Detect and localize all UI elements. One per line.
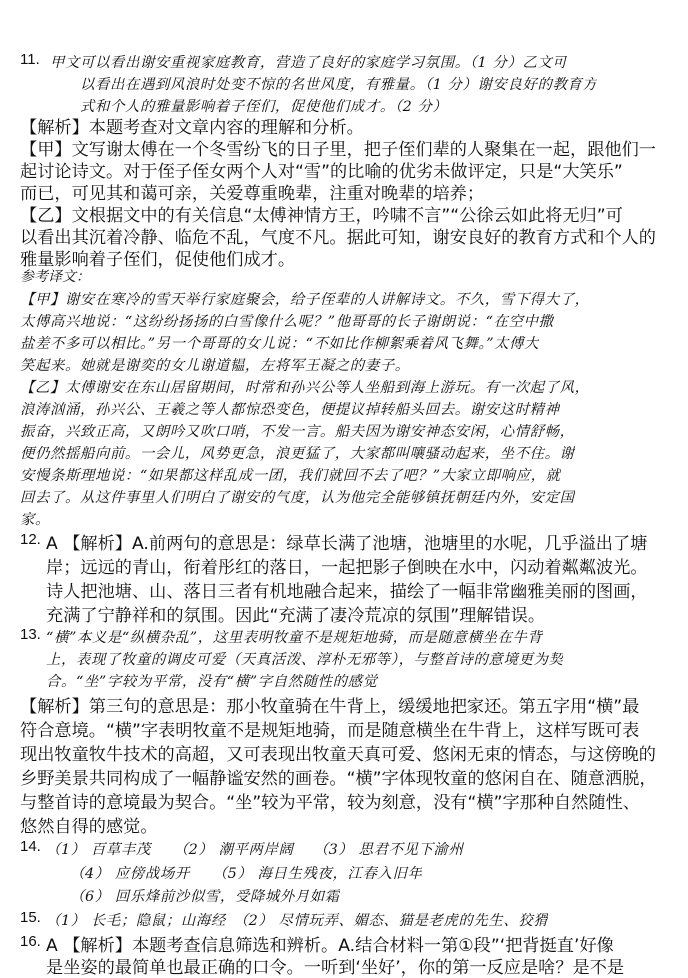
translation-line-7: 振奋，兴致正高，又朗吟又吹口哨，不发一言。船夫因为谢安神态安闲，心情舒畅， (20, 424, 575, 440)
q16-line-1: A 【解析】本题考查信息筛选和辨析。A.结合材料一第①段”‘把背挺直’好像 (46, 936, 614, 956)
q13-answer-line-3: 合。“坐”字较为平常，没有“横”字自然随性的感觉 (46, 674, 378, 690)
q14-line-3: （6） 回乐烽前沙似雪，受降城外月如霜 (70, 889, 340, 905)
q12-line-2: 岸；远远的青山，衔着彤红的落日，一起把影子倒映在水中，闪动着粼粼波光。 (46, 558, 648, 578)
q12-line-4: 充满了宁静祥和的氛围。因此“充满了凄冷荒凉的氛围”理解错误。 (46, 606, 546, 626)
q12-number: 12. (20, 531, 41, 548)
q12-line-1: A 【解析】A.前两句的意思是：绿草长满了池塘，池塘里的水呢，几乎溢出了塘 (46, 534, 648, 554)
q11-analysis-line-7: 雅量影响着子侄们，促使他们成才。 (20, 250, 296, 270)
q14-line-2: （4） 应傍战场开 （5） 海日生残夜，江春入旧年 (70, 866, 423, 882)
q16-line-2: 是坐姿的最简单也最正确的口令。一听到‘坐好’，你的第一反应是啥？是不是 (46, 958, 625, 978)
reference-translation-label: 参考译文： (20, 269, 90, 285)
q15-line-1: （1） 长毛；隐鼠；山海经 （2） 尽情玩弄、媚态、猫是老虎的先生、狡猾 (46, 913, 549, 929)
q13-analysis-line-4: 乡野美景共同构成了一幅静谧安然的画卷。“横”字体现牧童的悠闲自在、随意洒脱， (20, 769, 657, 789)
q12-line-3: 诗人把池塘、山、落日三者有机地融合起来，描绘了一幅非常幽雅美丽的图画， (46, 582, 648, 602)
q11-analysis-line-3: 起讨论诗文。对于侄子侄女两个人对“雪”的比喻的优劣未做评定，只是“大笑乐” (20, 162, 623, 182)
q13-analysis-line-5: 与整首诗的意境最为契合。“坐”较为平常，较为刻意，没有“横”字那种自然随性、 (20, 793, 640, 813)
translation-line-10: 回去了。从这件事里人们明白了谢安的气度，认为他完全能够镇抚朝廷内外，安定国 (20, 490, 575, 506)
q11-answer-line-1: 甲文可以看出谢安重视家庭教育，营造了良好的家庭学习氛围。（1 分）乙文可 (50, 55, 568, 71)
q14-line-1: （1） 百草丰茂 （2） 潮平两岸阔 （3） 思君不见下渝州 (46, 842, 464, 858)
q11-number: 11. (20, 51, 40, 68)
q11-answer-line-2: 以看出在遇到风浪时处变不惊的名世风度，有雅量。（1 分）谢安良好的教育方 (80, 77, 598, 93)
q13-analysis-line-3: 现出牧童牧牛技术的高超，又可表现出牧童天真可爱、悠闲无束的情态，与这傍晚的 (20, 745, 656, 765)
q13-number: 13. (20, 626, 41, 643)
q13-analysis-line-1: 【解析】第三句的意思是：那小牧童骑在牛背上，缓缓地把家还。第五字用“横”最 (20, 697, 640, 717)
q11-analysis-line-4: 而已，可见其和蔼可亲，关爱尊重晚辈，注重对晚辈的培养； (20, 184, 485, 204)
translation-line-6: 浪涛汹涌，孙兴公、王羲之等人都惊恐变色，便提议掉转船头回去。谢安这时精神 (20, 402, 560, 418)
translation-line-5: 【乙】太傅谢安在东山居留期间，时常和孙兴公等人坐船到海上游玩。有一次起了风， (20, 380, 590, 396)
q11-answer-line-3: 式和个人的雅量影响着子侄们，促使他们成才。（2 分） (80, 99, 448, 115)
q11-analysis-line-6: 以看出其沉着冷静、临危不乱，气度不凡。据此可知，谢安良好的教育方式和个人的 (20, 228, 656, 248)
translation-line-2: 太傅高兴地说：“这纷纷扬扬的白雪像什么呢？”他哥哥的长子谢朗说：“在空中撒 (20, 314, 554, 330)
q13-analysis-line-2: 符合意境。“横”字表明牧童不是规矩地骑，而是随意横坐在牛背上，这样写既可表 (20, 721, 640, 741)
translation-line-8: 便仍然摇船向前。一会儿，风势更急，浪更猛了，大家都叫嚷骚动起来，坐不住。谢 (20, 446, 575, 462)
q13-answer-line-2: 上，表现了牧童的调皮可爱（天真活泼、淳朴无邪等），与整首诗的意境更为契 (46, 652, 564, 668)
q11-analysis-line-1: 【解析】本题考查对文章内容的理解和分析。 (20, 118, 364, 138)
q13-answer-line-1: “横”本义是“纵横杂乱”，这里表明牧童不是规矩地骑，而是随意横坐在牛背 (46, 630, 543, 646)
translation-line-1: 【甲】谢安在寒冷的雪天举行家庭聚会，给子侄辈的人讲解诗文。不久，雪下得大了， (20, 292, 590, 308)
translation-line-11: 家。 (20, 512, 50, 528)
q15-number: 15. (20, 909, 41, 926)
translation-line-3: 盐差不多可以相比。”另一个哥哥的女儿说：“不如比作柳絮乘着风飞舞。”太傅大 (20, 336, 540, 352)
translation-line-4: 笑起来。她就是谢奕的女儿谢道韫，左将军王凝之的妻子。 (20, 358, 410, 374)
q11-analysis-line-2: 【甲】文写谢太傅在一个冬雪纷飞的日子里，把子侄们辈的人聚集在一起，跟他们一 (20, 140, 656, 160)
q11-analysis-line-5: 【乙】文根据文中的有关信息“太傅神情方王，吟啸不言”“公徐云如此将无归”可 (20, 206, 623, 226)
translation-line-9: 安慢条斯理地说：“如果都这样乱成一团，我们就回不去了吧？”大家立即响应，就 (20, 468, 561, 484)
q14-number: 14. (20, 838, 41, 855)
q16-number: 16. (20, 933, 41, 950)
q13-analysis-line-6: 悠然自得的感觉。 (20, 817, 158, 837)
